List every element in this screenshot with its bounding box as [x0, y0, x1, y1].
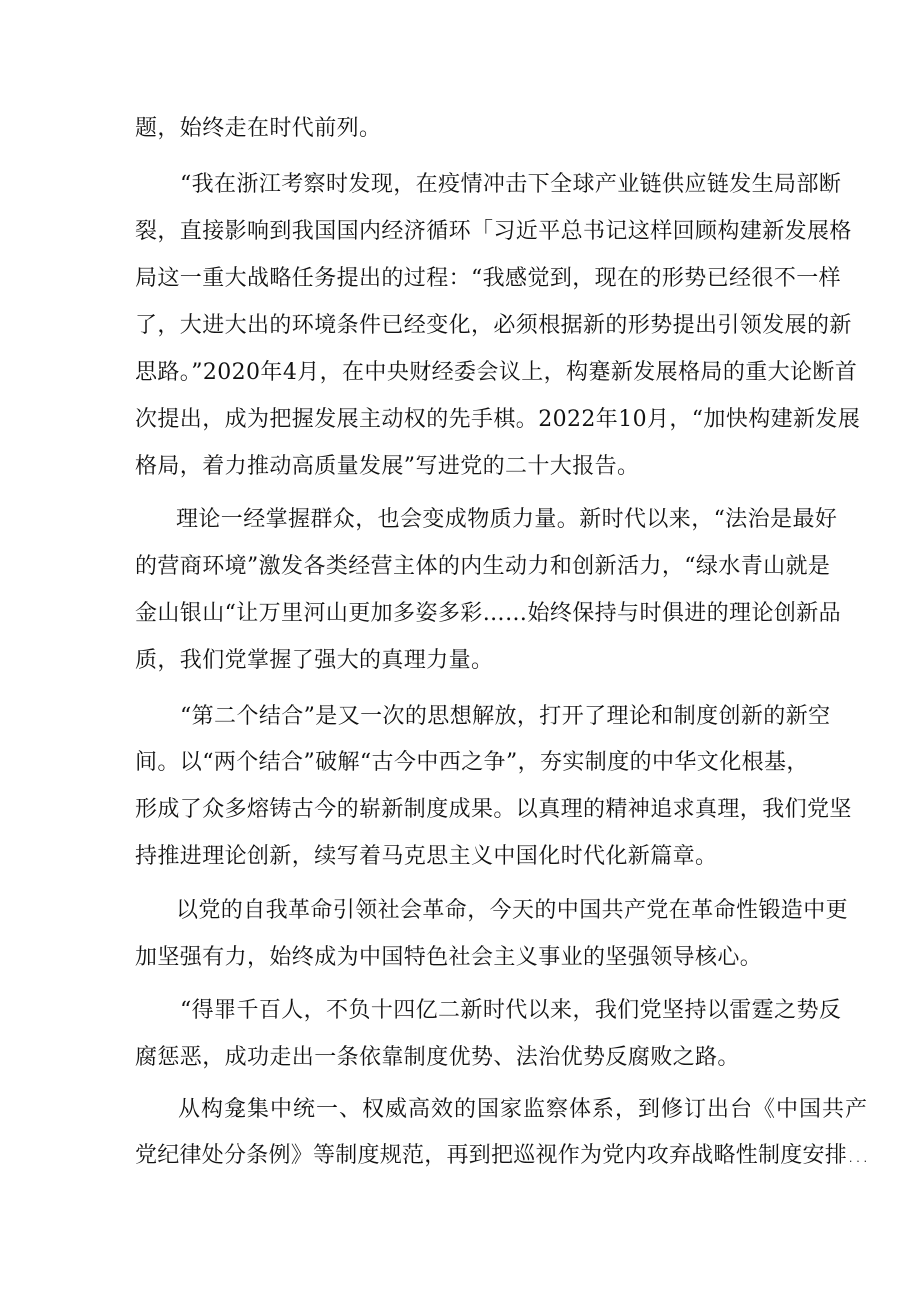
text-line: 裂，直接影响到我国国内经济循环「习近平总书记这样回顾构建新发展格	[135, 219, 852, 244]
text-line: 金山银山“让万里河山更加多姿多彩……始终保持与时俱进的理论创新品	[135, 601, 842, 626]
text-line: “得罪千百人，不负十四亿二新时代以来，我们党坚持以雷霆之势反	[180, 998, 842, 1023]
text-line: 形成了众多熔铸古今的崭新制度成果。以真理的精神追求真理，我们党坚	[135, 797, 852, 822]
text-line: 局这一重大战略任务提出的过程：“我感觉到，现在的形势已经很不一样	[135, 266, 842, 291]
text-line: 理论一经掌握群众，也会变成物质力量。新时代以来，“法治是最好	[176, 507, 838, 532]
text-line: 持推进理论创新，续写着马克思主义中国化时代化新篇章。	[135, 844, 718, 869]
text-line: 从构龛集中统一、权威高效的国家监察体系，到修订出台《中国共产	[178, 1097, 869, 1122]
text-line: “我在浙江考察时发现，在疫情冲击下全球产业链供应链发生局部断	[180, 172, 842, 197]
text-line: 思路。”2020年4月，在中央财经委会议上，构蹇新发展格局的重大论断首	[135, 360, 858, 385]
text-line: 间。以“两个结合”破解“古今中西之争”，夯实制度的中华文化根基，	[135, 750, 809, 775]
text-line: 党纪律处分条例》等制度规范，再到把巡视作为党内攻弃战略性制度安排…	[135, 1143, 870, 1168]
text-line: 格局，着力推动高质量发展”写进党的二十大报告。	[135, 454, 640, 479]
text-line: “第二个结合”是又一次的思想解放，打开了理论和制度创新的新空	[180, 704, 831, 729]
text-line: 腐惩恶，成功走出一条依靠制度优势、法治优势反腐败之路。	[135, 1045, 740, 1070]
text-line: 次提出，成为把握发展主动权的先手棋。2022年10月，“加快构建新发展	[135, 407, 861, 432]
text-line: 加坚强有力，始终成为中国特色社会主义事业的坚强领导核心。	[135, 945, 763, 970]
text-line: 了，大进大出的环境条件已经变化，必须根据新的形势提出引领发展的新	[135, 313, 852, 338]
text-line: 题，始终走在时代前列。	[135, 116, 382, 141]
text-line: 以党的自我革命引领社会革命，今天的中国共产党在革命性锻造中更	[176, 898, 849, 923]
text-line: 的营商环境”激发各类经营主体的内生动力和创新活力，“绿水青山就是	[135, 554, 831, 579]
text-line: 质，我们党掌握了强大的真理力量。	[135, 648, 494, 673]
